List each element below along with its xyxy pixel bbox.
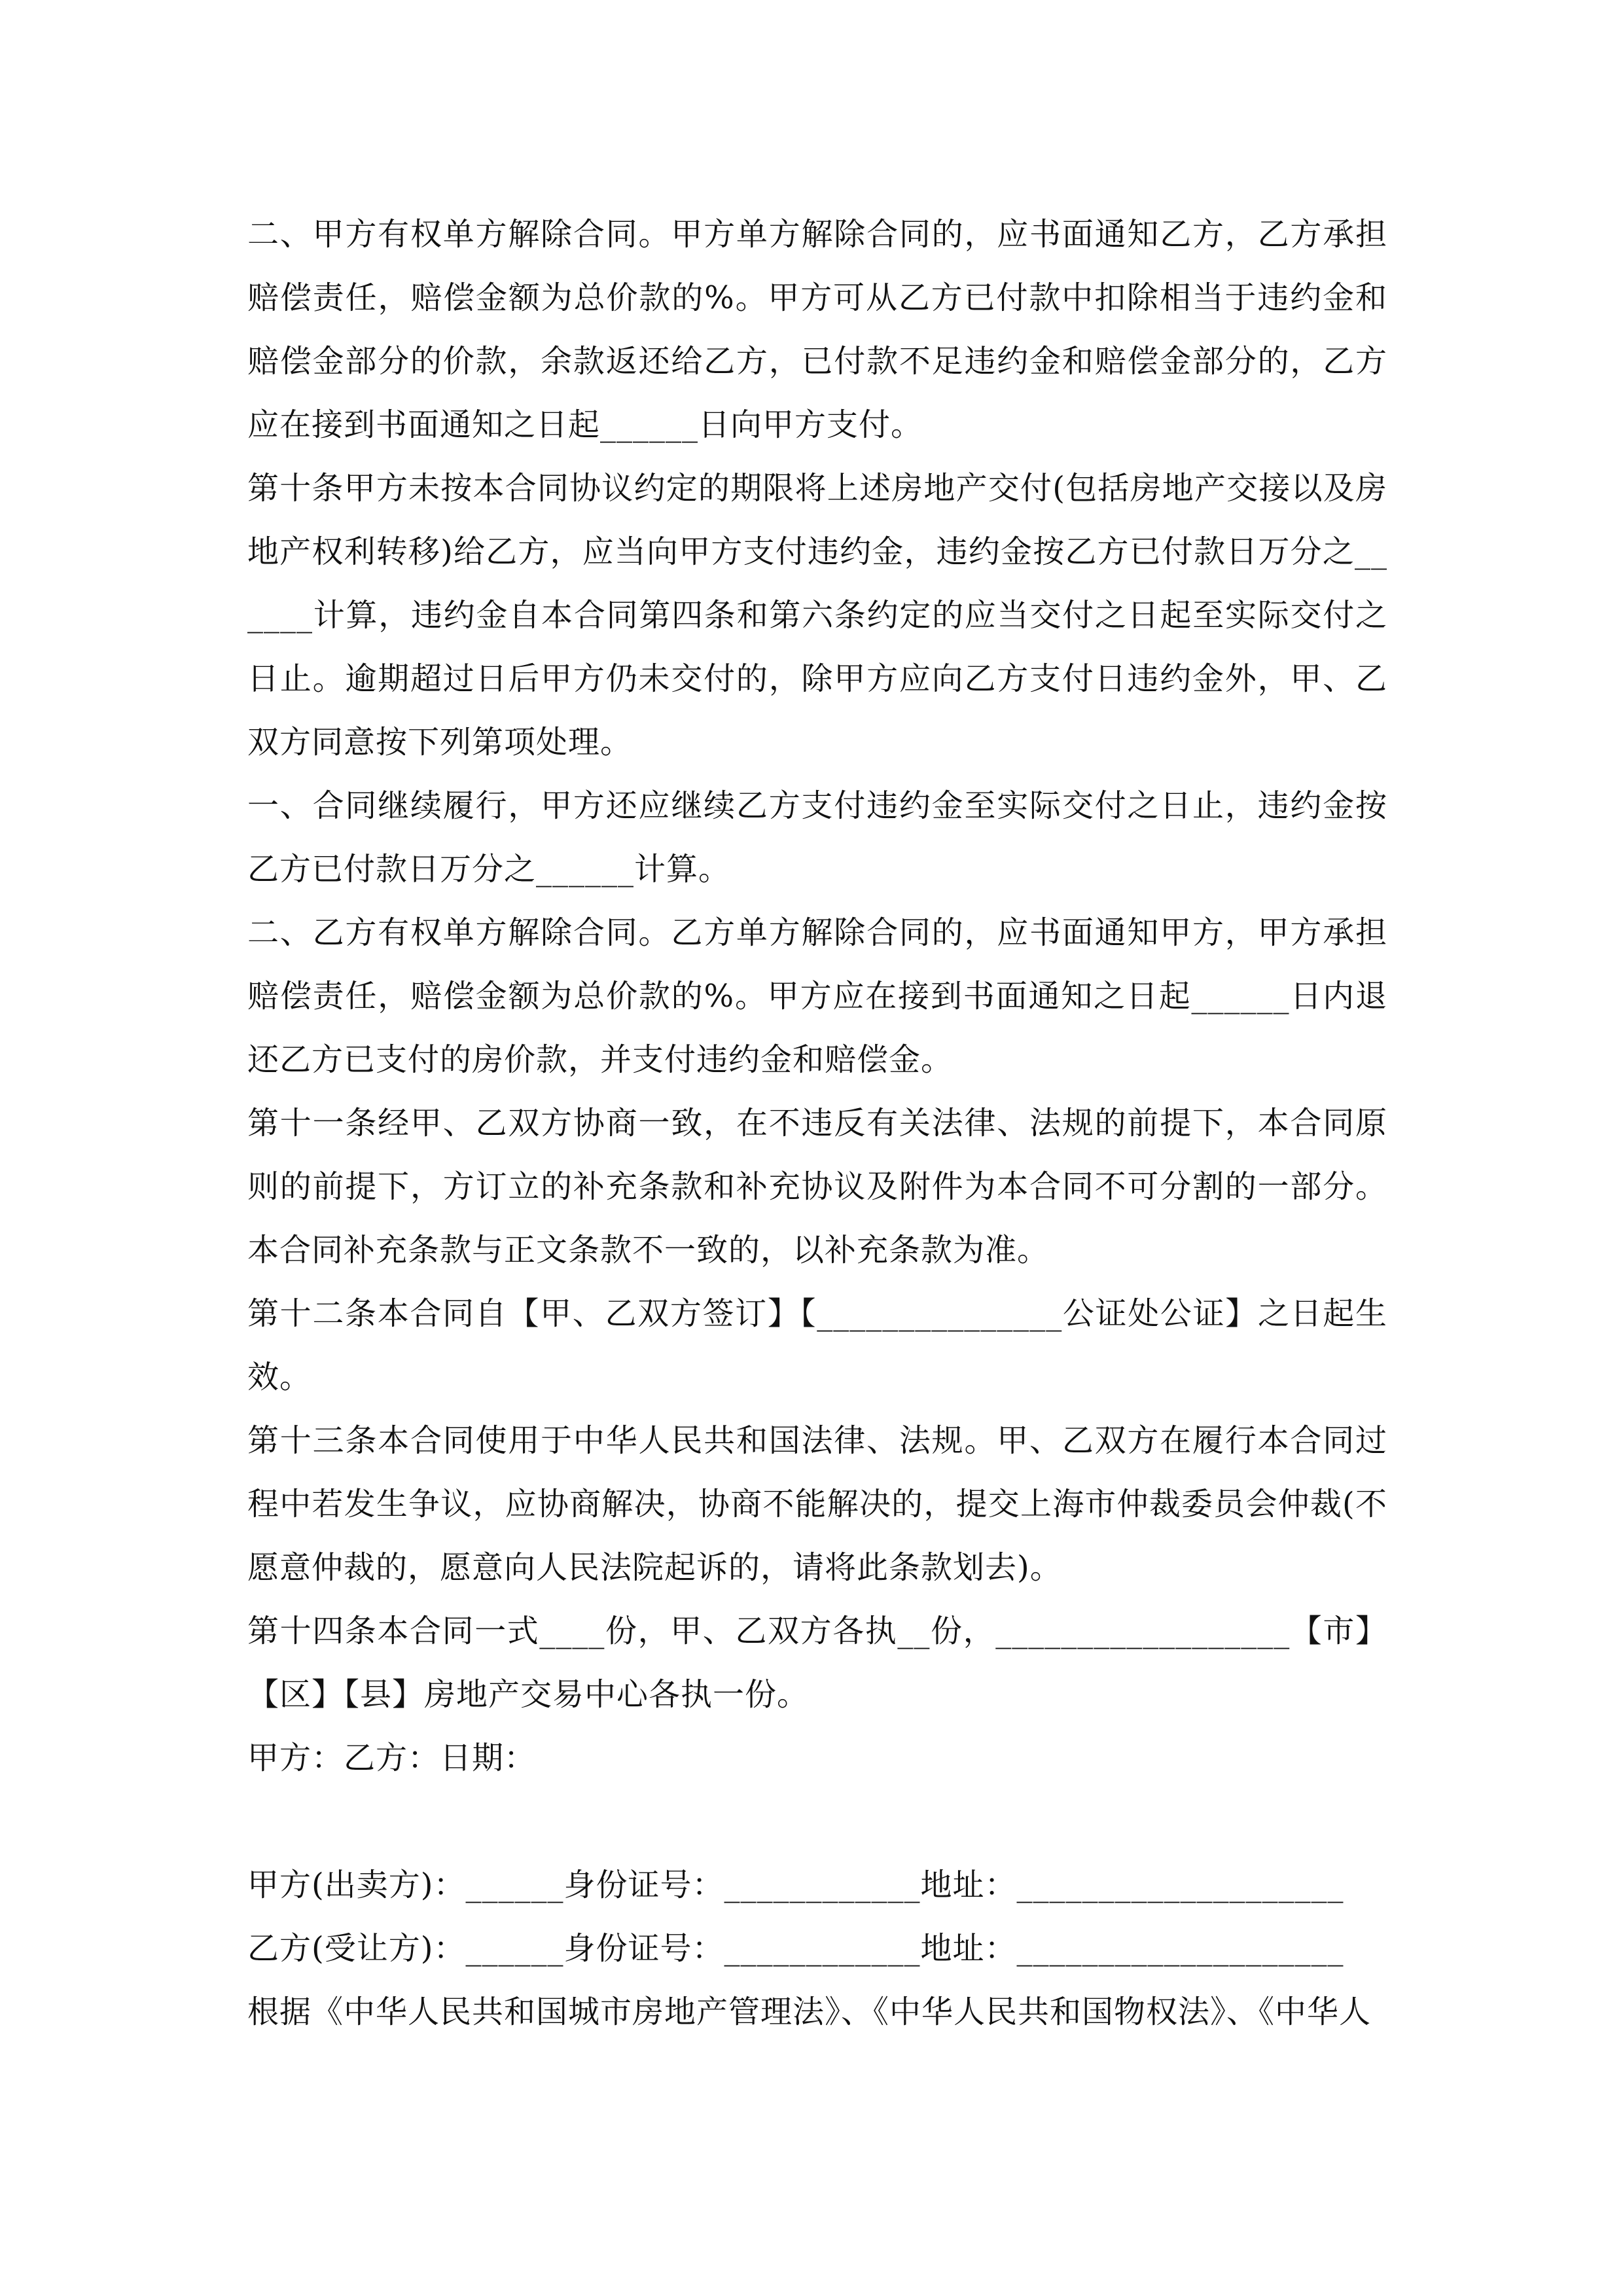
clause-continue-performance: 一、合同继续履行，甲方还应继续乙方支付违约金至实际交付之日止，违约金按乙方已付款日万分之______计算。 [247,787,1387,888]
clause-party-a-termination: 二、甲方有权单方解除合同。甲方单方解除合同的，应书面通知乙方，乙方承担赔偿责任，赔偿金额为总价款的%。甲方可从乙方已付款中扣除相当于违约金和赔偿金部分的价款，余款返还给乙方，已付款不足违约金和赔偿金部分的，乙方应在接到书面通知之日起______日向甲方支付。 [247,216,1387,443]
contract-body [247,203,1387,2044]
clause-article-10: 第十条甲方未按本合同协议约定的期限将上述房地产交付(包括房地产交接以及房地产权利转移)给乙方，应当向甲方支付违约金，违约金按乙方已付款日万分之______计算，违约金自本合同第四条和第六条约定的应当交付之日起至实际交付之日止。逾期超过日后甲方仍未交付的，除甲方应向乙方支付日违约金外，甲、乙双方同意按下列第项处理。 [247,470,1387,761]
clause-article-11: 第十一条经甲、乙双方协商一致，在不违反有关法律、法规的前提下，本合同原则的前提下，方订立的补充条款和补充协议及附件为本合同不可分割的一部分。本合同补充条款与正文条款不一致的，以补充条款为准。 [247,1105,1387,1268]
clause-article-12: 第十二条本合同自【甲、乙双方签订】【_______________公证处公证】之日起生效。 [247,1295,1387,1395]
party-b-info-line: 乙方(受让方)：______身份证号：____________地址：____________________ [247,1930,1344,1967]
party-a-info-line: 甲方(出卖方)：______身份证号：____________地址：____________________ [247,1867,1344,1903]
clause-party-b-termination: 二、乙方有权单方解除合同。乙方单方解除合同的，应书面通知甲方，甲方承担赔偿责任，赔偿金额为总价款的%。甲方应在接到书面通知之日起______日内退还乙方已支付的房价款，并支付违约金和赔偿金。 [247,914,1387,1078]
signature-line: 甲方：乙方：日期： [247,1740,537,1776]
clause-article-13: 第十三条本合同使用于中华人民共和国法律、法规。甲、乙双方在履行本合同过程中若发生争议，应协商解决，协商不能解决的，提交上海市仲裁委员会仲裁(不愿意仲裁的，愿意向人民法院起诉的，请将此条款划去)。 [247,1422,1387,1586]
legal-basis-line: 根据《中华人民共和国城市房地产管理法》、《中华人民共和国物权法》、《中华人 [247,1994,1372,2030]
section-spacer [247,1790,1387,1854]
clause-article-14: 第十四条本合同一式____份，甲、乙双方各执__份，__________________【市】【区】【县】房地产交易中心各执一份。 [247,1613,1387,1713]
